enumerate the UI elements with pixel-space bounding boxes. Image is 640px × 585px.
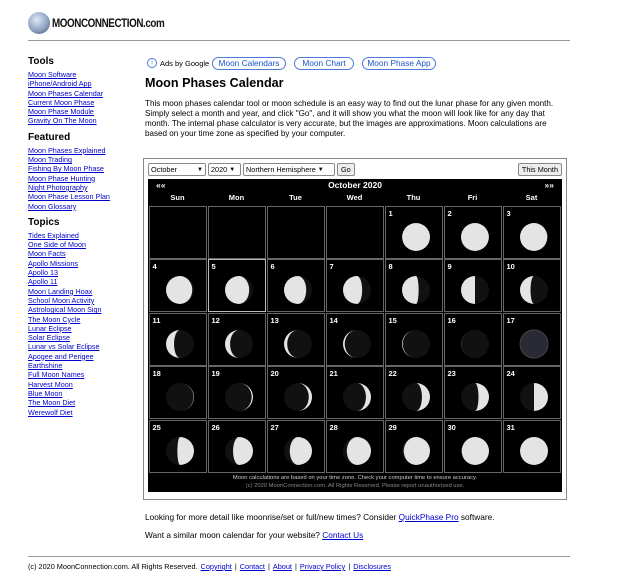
day-number: 31 (506, 422, 515, 432)
chevron-down-icon: ▼ (229, 166, 236, 173)
day-number: 5 (211, 262, 216, 272)
calendar-day-cell (385, 420, 443, 473)
sidebar-topics-link[interactable]: The Moon Diet (28, 398, 76, 408)
day-number: 28 (329, 422, 338, 432)
day-number: 6 (270, 262, 275, 272)
sidebar (28, 56, 138, 423)
day-number: 8 (388, 262, 393, 272)
moon-phase-icon (165, 436, 195, 466)
moon-phase-icon (519, 275, 549, 305)
logo-text: MOONCONNECTION.com (52, 16, 165, 30)
day-number: 25 (152, 422, 161, 432)
moon-phase-icon (342, 382, 372, 412)
moon-phase-icon (401, 436, 431, 466)
day-number: 12 (211, 315, 220, 325)
chevron-down-icon: ▼ (317, 166, 324, 173)
moon-phase-icon (460, 222, 490, 252)
sidebar-topics-link[interactable]: Apollo 13 (28, 268, 58, 278)
day-number: 16 (447, 315, 456, 325)
sidebar-featured-link[interactable]: Fishing By Moon Phase (28, 164, 104, 174)
month-select[interactable] (148, 163, 206, 176)
calendar-day-cell (267, 313, 325, 366)
day-number: 19 (211, 369, 220, 379)
moon-phase-icon (401, 275, 431, 305)
contact-promo-text: Want a similar moon calendar for your website? (145, 530, 323, 540)
page-title: Moon Phases Calendar (145, 76, 284, 90)
calendar-day-cell (444, 259, 502, 312)
day-number: 10 (506, 262, 515, 272)
day-of-week-header: Wed (346, 193, 363, 202)
footer-link[interactable]: Contact (239, 562, 265, 571)
sidebar-featured-link[interactable]: Night Photography (28, 182, 88, 192)
calendar-empty-cell (326, 206, 384, 259)
ads-label: Ads by Google (160, 58, 210, 68)
footer-separator: | (265, 562, 272, 571)
moon-phase-icon (165, 329, 195, 359)
moon-phase-icon (460, 382, 490, 412)
moon-phase-icon (224, 382, 254, 412)
moon-phase-icon (283, 275, 313, 305)
calendar-day-cell (503, 259, 561, 312)
sidebar-topics-link[interactable]: Tides Explained (28, 230, 79, 240)
day-number: 14 (329, 315, 338, 325)
sidebar-topics-link[interactable]: Apollo Missions (28, 258, 78, 268)
ads-by-google[interactable] (147, 58, 209, 68)
day-of-week-header: Fri (467, 193, 478, 202)
year-select[interactable] (208, 163, 241, 176)
moon-phase-icon (283, 382, 313, 412)
hemisphere-select[interactable] (243, 163, 335, 176)
footer-link[interactable]: Copyright (200, 562, 232, 571)
moon-phase-icon (342, 329, 372, 359)
day-number: 3 (506, 209, 511, 218)
calendar-day-cell (208, 366, 266, 419)
sidebar-topics-link[interactable]: Lunar Eclipse (28, 323, 72, 333)
day-of-week-header: Tue (289, 193, 302, 202)
sidebar-topics-link[interactable]: Moon Landing Hoax (28, 286, 93, 296)
day-number: 7 (329, 262, 334, 272)
moon-phase-icon (519, 382, 549, 412)
sidebar-tools-link[interactable]: Gravity On The Moon (28, 116, 97, 126)
sidebar-topics-link[interactable]: School Moon Activity (28, 295, 95, 305)
moon-phase-icon (519, 329, 549, 359)
calendar-day-cell (444, 366, 502, 419)
calendar-day-cell (385, 366, 443, 419)
sidebar-topics-link[interactable]: Apollo 11 (28, 277, 58, 287)
day-number: 2 (447, 209, 452, 218)
sidebar-tools-link[interactable]: Moon Phases Calendar (28, 88, 104, 98)
calendar-day-cell (208, 259, 266, 312)
day-number: 9 (447, 262, 452, 272)
day-number: 26 (211, 422, 220, 432)
quickphase-pro-link[interactable]: QuickPhase Pro (398, 512, 459, 522)
footer-separator: | (292, 562, 299, 571)
footer-link[interactable]: Disclosures (353, 562, 391, 571)
sidebar-tools-link[interactable]: Moon Phase Module (28, 107, 94, 117)
calendar-day-cell (326, 420, 384, 473)
calendar-footnote: Moon calculations are based on your time zone. Check your computer time to ensure accuracy. (232, 475, 478, 481)
moon-phase-icon (342, 275, 372, 305)
promo-text: Looking for more detail like moonrise/set or full/new times? Consider (145, 512, 399, 522)
sidebar-tools-link[interactable]: Current Moon Phase (28, 97, 95, 107)
moon-phase-icon (519, 436, 549, 466)
day-of-week-header: Thu (406, 193, 421, 202)
calendar-day-cell (385, 206, 443, 259)
calendar-day-cell (149, 313, 207, 366)
moon-phase-icon (460, 275, 490, 305)
footer-separator: | (346, 562, 353, 571)
hemisphere-select-value: Northern Hemisphere (246, 165, 316, 174)
this-month-button[interactable]: This Month (518, 163, 562, 176)
sidebar-topics-link[interactable]: Astrological Moon Sign (28, 305, 102, 315)
day-number: 21 (329, 369, 338, 379)
calendar-copyright: (c) 2020 MoonConnection.com. All Rights Reserved. Please report unauthorized use. (245, 483, 465, 489)
moon-phase-icon (283, 329, 313, 359)
calendar-day-cell (208, 420, 266, 473)
sidebar-heading-topics: Topics (28, 216, 60, 228)
chevron-down-icon: ▼ (197, 166, 203, 173)
sidebar-topics-link[interactable]: Lunar vs Solar Eclipse (28, 342, 100, 352)
day-number: 27 (270, 422, 279, 432)
calendar-widget (143, 158, 567, 500)
day-number: 13 (270, 315, 279, 325)
sidebar-topics (28, 217, 138, 417)
quickphase-promo (145, 512, 495, 522)
sidebar-topics-link[interactable]: Solar Eclipse (28, 333, 70, 343)
info-icon: i (147, 58, 157, 68)
calendar-day-cell (267, 366, 325, 419)
intro-text: This moon phases calendar tool or moon schedule is an easy way to find out the lunar phase for any given month. Simply select a month and year, and click "Go", and it will show you what the moon will look like for any day that month. The internal phase calculator is very accurate, but the images are approximations. Moon calculations are based on your time zone as specified by your computer. (145, 99, 554, 138)
next-month-button[interactable]: »» (544, 180, 554, 190)
day-number: 15 (388, 315, 397, 325)
day-number: 20 (270, 369, 279, 379)
moon-phase-icon (401, 222, 431, 252)
site-logo[interactable] (28, 12, 189, 34)
moon-calendar (148, 179, 562, 492)
day-of-week-header: Mon (228, 193, 245, 202)
moon-phase-icon (165, 275, 195, 305)
day-number: 29 (388, 422, 397, 432)
calendar-header (148, 179, 562, 193)
contact-promo (145, 530, 363, 540)
calendar-day-cell (149, 420, 207, 473)
day-number: 24 (506, 369, 515, 379)
day-number: 17 (506, 315, 515, 325)
calendar-day-cell (444, 313, 502, 366)
calendar-day-cell (385, 313, 443, 366)
day-of-week-header: Sat (525, 193, 538, 202)
sidebar-topics-link[interactable]: One Side of Moon (28, 240, 86, 250)
calendar-empty-cell (208, 206, 266, 259)
moon-phase-icon (460, 436, 490, 466)
moon-phase-icon (224, 275, 254, 305)
moon-phase-icon (224, 329, 254, 359)
day-number: 4 (152, 262, 157, 272)
header-divider (28, 40, 570, 41)
footer-copyright: (c) 2020 MoonConnection.com. All Rights Reserved. (28, 562, 198, 571)
calendar-empty-cell (267, 206, 325, 259)
sidebar-tools-link[interactable]: Moon Software (28, 70, 77, 79)
calendar-day-cell (503, 313, 561, 366)
sidebar-topics-link[interactable]: Blue Moon (28, 388, 63, 398)
day-number: 1 (388, 209, 393, 218)
calendar-day-cell (267, 420, 325, 473)
day-number: 11 (152, 315, 161, 325)
moon-phase-icon (401, 382, 431, 412)
day-number: 23 (447, 369, 456, 379)
calendar-day-cell (149, 366, 207, 419)
footer-separator: | (232, 562, 239, 571)
footer (28, 562, 392, 571)
moon-phase-icon (401, 329, 431, 359)
sidebar-topics-link[interactable]: The Moon Cycle (28, 314, 81, 324)
calendar-day-cell (503, 420, 561, 473)
day-number: 30 (447, 422, 456, 432)
sidebar-featured-link[interactable]: Moon Trading (28, 155, 72, 165)
calendar-empty-cell (149, 206, 207, 259)
sidebar-featured-link[interactable]: Moon Phase Hunting (28, 173, 96, 183)
promo-text-end: software. (458, 512, 495, 522)
calendar-day-cell (444, 420, 502, 473)
sidebar-featured-link[interactable]: Moon Glossary (28, 201, 77, 211)
ad-button-moon-calendars[interactable]: Moon Calendars (212, 57, 286, 70)
sidebar-heading-featured: Featured (28, 131, 71, 143)
sidebar-tools (28, 56, 138, 126)
sidebar-topics-link[interactable]: Werewolf Diet (28, 407, 73, 417)
sidebar-featured-link[interactable]: Moon Phase Lesson Plan (28, 192, 110, 202)
go-button[interactable]: Go (337, 163, 355, 176)
calendar-day-cell (208, 313, 266, 366)
ad-button-moon-chart[interactable]: Moon Chart (294, 57, 354, 70)
sidebar-featured (28, 132, 138, 211)
sidebar-topics-link[interactable]: Apogee and Perigee (28, 351, 94, 361)
calendar-month-title: October 2020 (328, 180, 382, 190)
year-select-value: 2020 (211, 165, 228, 174)
moon-phase-icon (460, 329, 490, 359)
calendar-day-cell (326, 313, 384, 366)
moon-logo-icon (28, 12, 50, 34)
moon-phase-icon (342, 436, 372, 466)
day-of-week-header: Sun (170, 193, 185, 202)
calendar-day-cell (326, 366, 384, 419)
calendar-day-cell (503, 206, 561, 259)
sidebar-topics-link[interactable]: Harvest Moon (28, 379, 73, 389)
sidebar-heading-tools: Tools (28, 56, 54, 67)
sidebar-tools-link[interactable]: iPhone/Android App (28, 79, 92, 89)
sidebar-topics-link[interactable]: Earthshine (28, 361, 63, 371)
sidebar-topics-link[interactable]: Full Moon Names (28, 370, 85, 380)
contact-us-link[interactable]: Contact Us (322, 530, 364, 540)
prev-month-button[interactable]: «« (156, 180, 166, 190)
footer-divider (28, 556, 570, 557)
calendar-day-cell (444, 206, 502, 259)
month-select-value: October (151, 165, 177, 174)
moon-phase-icon (165, 382, 195, 412)
calendar-day-cell (149, 259, 207, 312)
calendar-day-cell (326, 259, 384, 312)
calendar-day-cell (267, 259, 325, 312)
moon-phase-icon (283, 436, 313, 466)
ad-button-moon-phase-app[interactable]: Moon Phase App (362, 57, 436, 70)
footer-link[interactable]: About (272, 562, 292, 571)
footer-link[interactable]: Privacy Policy (299, 562, 346, 571)
calendar-day-cell (385, 259, 443, 312)
sidebar-featured-link[interactable]: Moon Phases Explained (28, 145, 106, 155)
calendar-controls (148, 163, 355, 175)
moon-phase-icon (224, 436, 254, 466)
sidebar-topics-link[interactable]: Moon Facts (28, 249, 66, 259)
day-number: 22 (388, 369, 397, 379)
moon-phase-icon (519, 222, 549, 252)
day-number: 18 (152, 369, 161, 379)
calendar-day-cell (503, 366, 561, 419)
